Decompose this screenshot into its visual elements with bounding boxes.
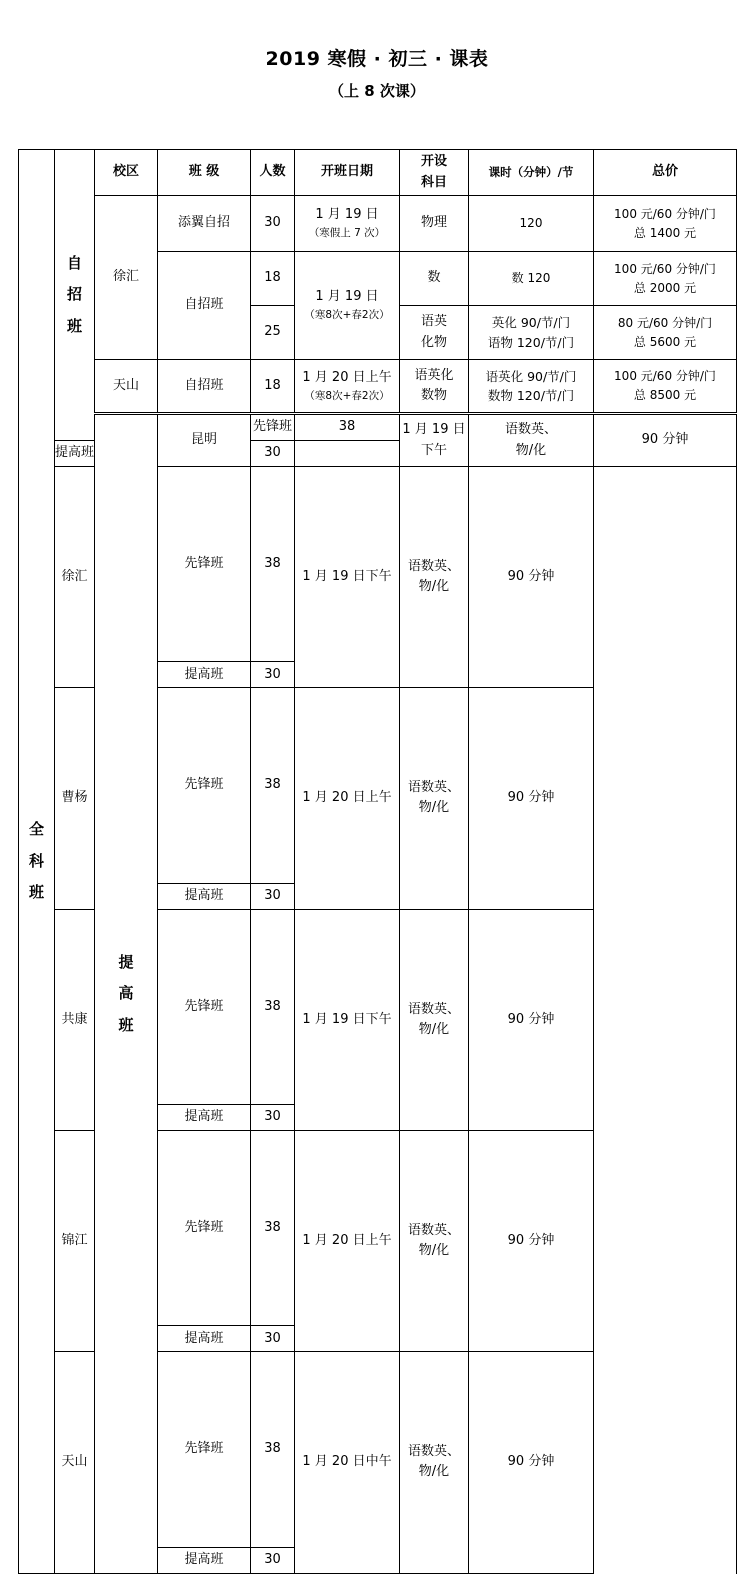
class-cell: 提高班 [158,1104,251,1130]
hours-cell: 120 [469,196,594,252]
header-date: 开班日期 [295,150,400,196]
date-cell: 1 月 20 日上午 [295,1130,400,1351]
subject-cell: 语数英、物/化 [400,688,469,909]
campus-cell: 共康 [55,909,95,1130]
class-cell: 提高班 [55,441,95,467]
schedule-table [18,149,737,1574]
table-row [19,414,737,441]
date-cell: 1 月 20 日中午 [295,1352,400,1573]
price-cell: 80 元/60 分钟/门 总 5600 元 [594,306,737,360]
date-cell: 1 月 19 日 （寒假上 7 次） [295,196,400,252]
count-cell: 30 [251,883,295,909]
count-cell: 38 [251,688,295,883]
subject-cell: 语数英、物/化 [400,467,469,688]
header-hours: 课时（分钟）/节 [469,150,594,196]
header-campus: 校区 [95,150,158,196]
campus-cell: 徐汇 [55,467,95,688]
hours-cell: 数 120 [469,252,594,306]
class-cell: 自招班 [158,252,251,360]
campus-cell: 天山 [55,1352,95,1573]
class-cell: 先锋班 [158,1352,251,1547]
price-cell: 100 元/60 分钟/门 总 8500 元 [594,360,737,414]
header-count: 人数 [251,150,295,196]
subject-cell: 语数英、物/化 [400,1352,469,1573]
count-cell: 38 [251,1130,295,1325]
class-cell: 先锋班 [158,688,251,883]
hours-cell: 90 分钟 [469,1130,594,1351]
subject-cell: 语数英、物/化 [400,909,469,1130]
date-cell: 1 月 19 日下午 [295,909,400,1130]
class-cell: 自招班 [158,360,251,414]
table-row [19,360,737,414]
hours-cell: 90 分钟 [469,909,594,1130]
campus-cell: 曹杨 [55,688,95,909]
group-label-zizhao: 自招班 [55,150,95,441]
class-cell: 提高班 [158,1547,251,1573]
count-cell: 30 [251,1326,295,1352]
count-cell: 18 [251,252,295,306]
count-cell: 38 [295,414,400,441]
hours-cell: 英化 90/节/门 语物 120/节/门 [469,306,594,360]
subject-cell: 物理 [400,196,469,252]
campus-cell: 天山 [95,360,158,414]
date-cell: 1 月 20 日上午 （寒8次+春2次） [295,360,400,414]
campus-cell: 昆明 [158,414,251,467]
price-cell: 100 元/60 分钟/门 总 1400 元 [594,196,737,252]
date-cell: 1 月 19 日 （寒8次+春2次） [295,252,400,360]
header-subjects: 开设科目 [400,150,469,196]
count-cell: 30 [251,662,295,688]
date-cell: 1 月 20 日上午 [295,688,400,909]
class-cell: 提高班 [158,883,251,909]
class-cell: 提高班 [158,1326,251,1352]
class-cell: 添翼自招 [158,196,251,252]
count-cell: 30 [251,441,295,467]
header-row [19,150,737,196]
page-title: 2019 寒假 · 初三 · 课表 [265,48,489,70]
campus-cell: 徐汇 [95,196,158,360]
hours-cell: 90 分钟 [469,467,594,688]
hours-cell: 90 分钟 [594,414,737,467]
subject-cell: 数 [400,252,469,306]
date-cell: 1 月 19 日下午 [295,467,400,688]
hours-cell: 90 分钟 [469,1352,594,1573]
header-price: 总价 [594,150,737,196]
count-cell: 38 [251,467,295,662]
table-row [19,196,737,252]
group-label-tigao: 提高班 [95,414,158,1574]
count-cell: 38 [251,1352,295,1547]
subject-cell: 语英化数物 [400,360,469,414]
campus-cell: 锦江 [55,1130,95,1351]
count-cell: 30 [251,1104,295,1130]
class-cell: 先锋班 [251,414,295,441]
subject-cell: 语英化物 [400,306,469,360]
group-label-all: 全科班 [19,150,55,1574]
subject-cell: 语数英、物/化 [400,1130,469,1351]
header-class: 班 级 [158,150,251,196]
class-cell: 先锋班 [158,909,251,1104]
page-subtitle: （上 8 次课） [329,82,425,100]
hours-cell: 语英化 90/节/门 数物 120/节/门 [469,360,594,414]
date-cell: 1 月 19 日下午 [400,414,469,467]
hours-cell: 90 分钟 [469,688,594,909]
class-cell: 提高班 [158,662,251,688]
price-cell: 100 元/60 分钟/门 总 2000 元 [594,252,737,306]
class-cell: 先锋班 [158,1130,251,1325]
count-cell: 18 [251,360,295,414]
subject-cell: 语数英、物/化 [469,414,594,467]
count-cell: 25 [251,306,295,360]
count-cell: 38 [251,909,295,1104]
count-cell: 30 [251,1547,295,1573]
count-cell: 30 [251,196,295,252]
class-cell: 先锋班 [158,467,251,662]
